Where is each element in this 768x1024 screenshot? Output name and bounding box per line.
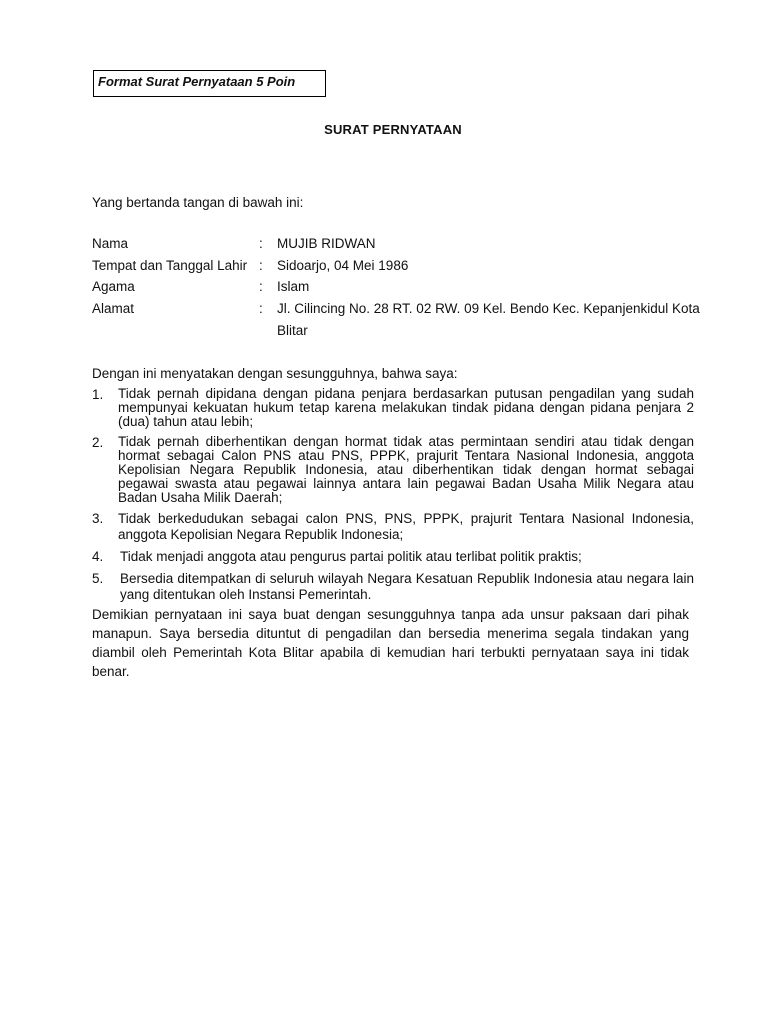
statement-points-list <box>92 387 694 609</box>
list-item-number: 3. <box>92 511 104 526</box>
identity-value: MUJIB RIDWAN <box>277 236 376 251</box>
identity-block <box>92 236 712 342</box>
identity-label: Agama <box>92 279 135 294</box>
statement-text: Dengan ini menyatakan dengan sesungguhnya, bahwa saya: <box>92 366 458 381</box>
identity-label: Tempat dan Tanggal Lahir <box>92 257 248 273</box>
list-item-number: 2. <box>92 435 104 450</box>
identity-value: Sidoarjo, 04 Mei 1986 <box>277 257 409 273</box>
identity-row-address <box>92 301 712 342</box>
list-item-number: 4. <box>92 549 104 564</box>
format-label-box: Format Surat Pernyataan 5 Poin <box>93 70 326 97</box>
list-item-text: Tidak pernah diberhentikan dengan hormat tidak atas permintaan sendiri atau tidak dengan hormat sebagai Calon PNS atau PNS, PPPK, prajurit Tentara Nasional Indonesia, anggota Kepolisian Negara Republik Indonesia, atau diberhentikan tidak dengan hormat sebagai pegawai swasta atau pegawai lainnya antara lain pegawai Badan Usaha Milik Negara atau Badan Usaha Milik Daerah; <box>118 434 694 505</box>
identity-value: Jl. Cilincing No. 28 RT. 02 RW. 09 Kel. Bendo Kec. Kepanjenkidul Kota Blitar <box>277 300 700 338</box>
identity-label: Alamat <box>92 300 135 316</box>
list-item-number: 1. <box>92 387 104 402</box>
list-item <box>92 387 694 429</box>
list-item-text: Bersedia ditempatkan di seluruh wilayah Negara Kesatuan Republik Indonesia atau negara lain yang ditentukan oleh Instansi Pemerintah. <box>120 571 694 602</box>
identity-colon: : <box>259 236 263 251</box>
list-item <box>92 435 694 505</box>
closing-paragraph: Demikian pernyataan ini saya buat dengan sesungguhnya tanpa ada unsur paksaan dari pihak manapun. Saya bersedia dituntut di pengadilan dan bersedia menerima segala tindakan yang diambil oleh Pemerintah Kota Blitar apabila di kemudian hari terbukti pernyataan saya ini tidak benar. <box>92 607 689 679</box>
identity-value: Islam <box>277 279 310 294</box>
list-item-text: Tidak menjadi anggota atau pengurus partai politik atau terlibat politik praktis; <box>120 549 582 564</box>
list-item-number: 5. <box>92 571 104 586</box>
document-title: SURAT PERNYATAAN <box>324 122 462 137</box>
identity-colon: : <box>259 279 263 294</box>
list-item <box>92 571 694 603</box>
list-item-text: Tidak berkedudukan sebagai calon PNS, PNS, PPPK, prajurit Tentara Nasional Indonesia, anggota Kepolisian Negara Republik Indonesia; <box>118 511 694 542</box>
list-item-text: Tidak pernah dipidana dengan pidana penjara berdasarkan putusan pengadilan yang sudah mempunyai kekuatan hukum tetap karena melakukan tindak pidana dengan pidana penjara 2 (dua) tahun atau lebih; <box>118 386 694 429</box>
intro-text: Yang bertanda tangan di bawah ini: <box>92 195 304 210</box>
list-item <box>92 549 694 565</box>
identity-label: Nama <box>92 236 129 251</box>
identity-colon: : <box>259 257 263 273</box>
identity-colon: : <box>259 300 263 316</box>
list-item <box>92 511 694 543</box>
